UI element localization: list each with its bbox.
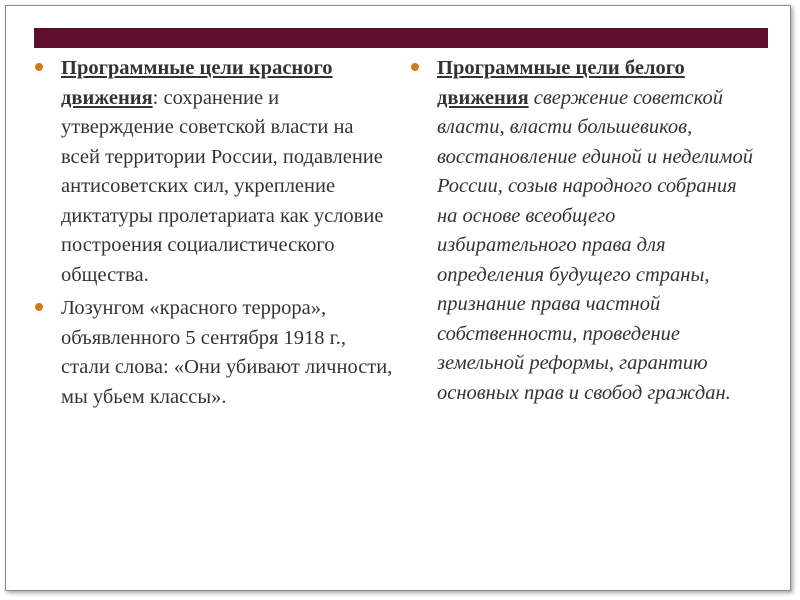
list-item xyxy=(34,54,394,290)
white-movement-goals-text: свержение советской власти, власти большевиков, восстановление единой и неделимой России, созыв народного собрания на основе всеобщего избирательного права для определения будущего страны, признание права частной собственности, проведение земельной реформы, гарантию основных прав и свобод граждан. xyxy=(437,86,754,404)
left-column xyxy=(34,54,394,412)
right-column xyxy=(410,54,760,408)
bullet-icon xyxy=(35,63,43,71)
bullet-icon xyxy=(35,303,43,311)
list-item xyxy=(410,54,760,408)
list-item xyxy=(34,294,394,412)
title-bar xyxy=(34,28,768,48)
red-movement-goals-text: : сохранение и утверждение советской власти на всей территории России, подавление антисоветских сил, укрепление диктатуры пролетариата как условие построения социалистического общества. xyxy=(61,86,384,286)
bullet-icon xyxy=(411,63,419,71)
red-movement-heading: Программные цели красного движения xyxy=(61,57,333,109)
red-terror-slogan-text: Лозунгом «красного террора», объявленного 5 сентября 1918 г., стали слова: «Они убивают личности, мы убьем классы». xyxy=(61,297,393,408)
white-movement-heading: Программные цели белого движения xyxy=(437,57,685,109)
